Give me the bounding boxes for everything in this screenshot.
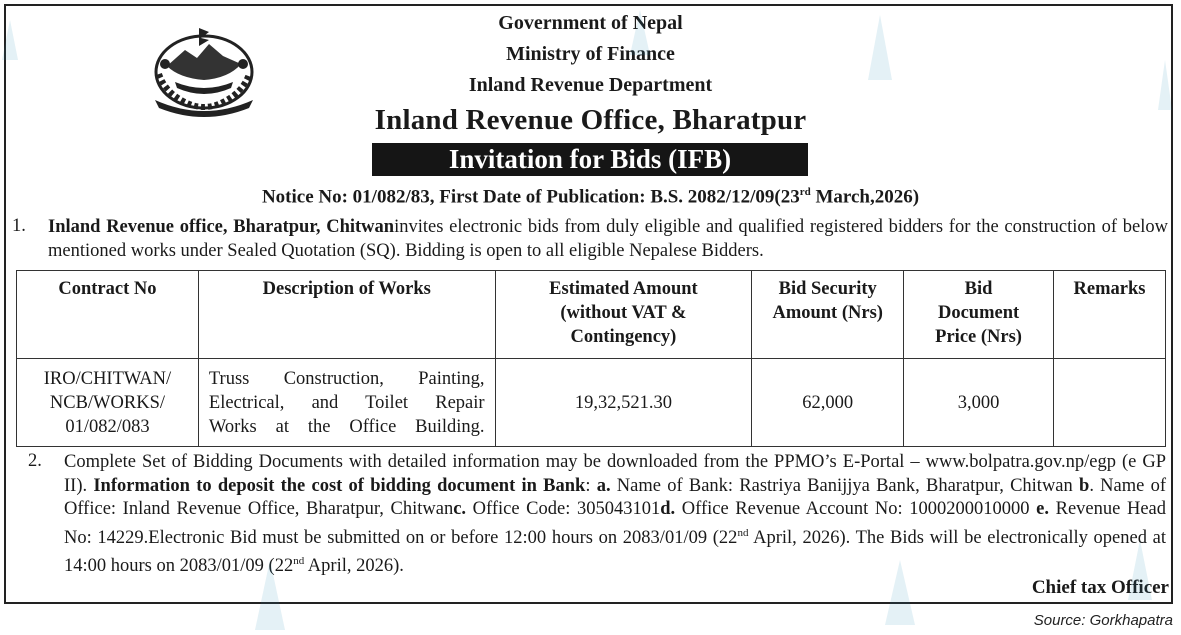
ministry-line: Ministry of Finance [506,43,675,65]
col-description: Description of Works [198,271,495,359]
signature: Chief tax Officer [1031,577,1169,598]
para1 [48,216,1168,263]
notice-sup: rd [799,186,811,198]
department-line: Inland Revenue Department [468,74,713,96]
para1-text: invites electronic bids from duly eligible and qualified registered bidders for the construction of below mentioned works under Sealed Quotation (SQ). Bidding is open to all eligible Nepalese Bidders. [48,217,1168,261]
notice-text-end: March,2026) [810,186,920,208]
cell-remarks [1054,359,1166,447]
source-credit: Source: Gorkhapatra [1033,612,1173,629]
para1-bold: Inland Revenue office, Bharatpur, Chitwan [48,217,395,237]
col-estimated-amount: Estimated Amount (without VAT & Contingency) [495,271,752,359]
notice-text: Notice No: 01/082/83, First Date of Publication: B.S. 2082/12/09(23 [261,186,800,208]
cell-document-price: 3,000 [904,359,1054,447]
ifb-banner: Invitation for Bids (IFB) [372,143,808,176]
cell-description: Truss Construction, Painting, Electrical, and Toilet Repair Works at the Office Building. [198,359,495,447]
col-contract-no: Contract No [17,271,199,359]
notice-line [0,186,1181,208]
table-row [17,359,1166,447]
para1-number: 1. [12,216,26,236]
table-header-row [17,271,1166,359]
cell-contract-no: IRO/CHITWAN/ NCB/WORKS/ 01/082/083 [17,359,199,447]
col-document-price: Bid Document Price (Nrs) [904,271,1054,359]
para2: Complete Set of Bidding Documents with detailed information may be downloaded from the PPMO’s E-Portal – www.bolpatra.gov.np/egp (e GP II). Information to deposit the cost of bidding document in Bank: a. Name of Bank: Rastriya Banijjya Bank, Bharatpur, Chitwan b. Name of Office: Inland Revenue Office, Bharatpur, Chitwanc. Office Code: 305043101d. Office Revenue Account No: 1000200010000 e. Revenue Head No: 14229.Electronic Bid must be submitted on or before 12:00 hours on 2083/01/09 (22nd April, 2026). The Bids will be electronically opened at 14:00 hours on 2083/01/09 (22nd April, 2026). [64,452,1167,577]
gov-line: Government of Nepal [498,12,683,34]
cell-bid-security: 62,000 [752,359,904,447]
col-remarks: Remarks [1054,271,1166,359]
para2-number: 2. [28,451,42,471]
col-bid-security: Bid Security Amount (Nrs) [752,271,904,359]
cell-estimated-amount: 19,32,521.30 [495,359,752,447]
bids-table [16,270,1166,447]
office-title: Inland Revenue Office, Bharatpur [374,104,807,136]
